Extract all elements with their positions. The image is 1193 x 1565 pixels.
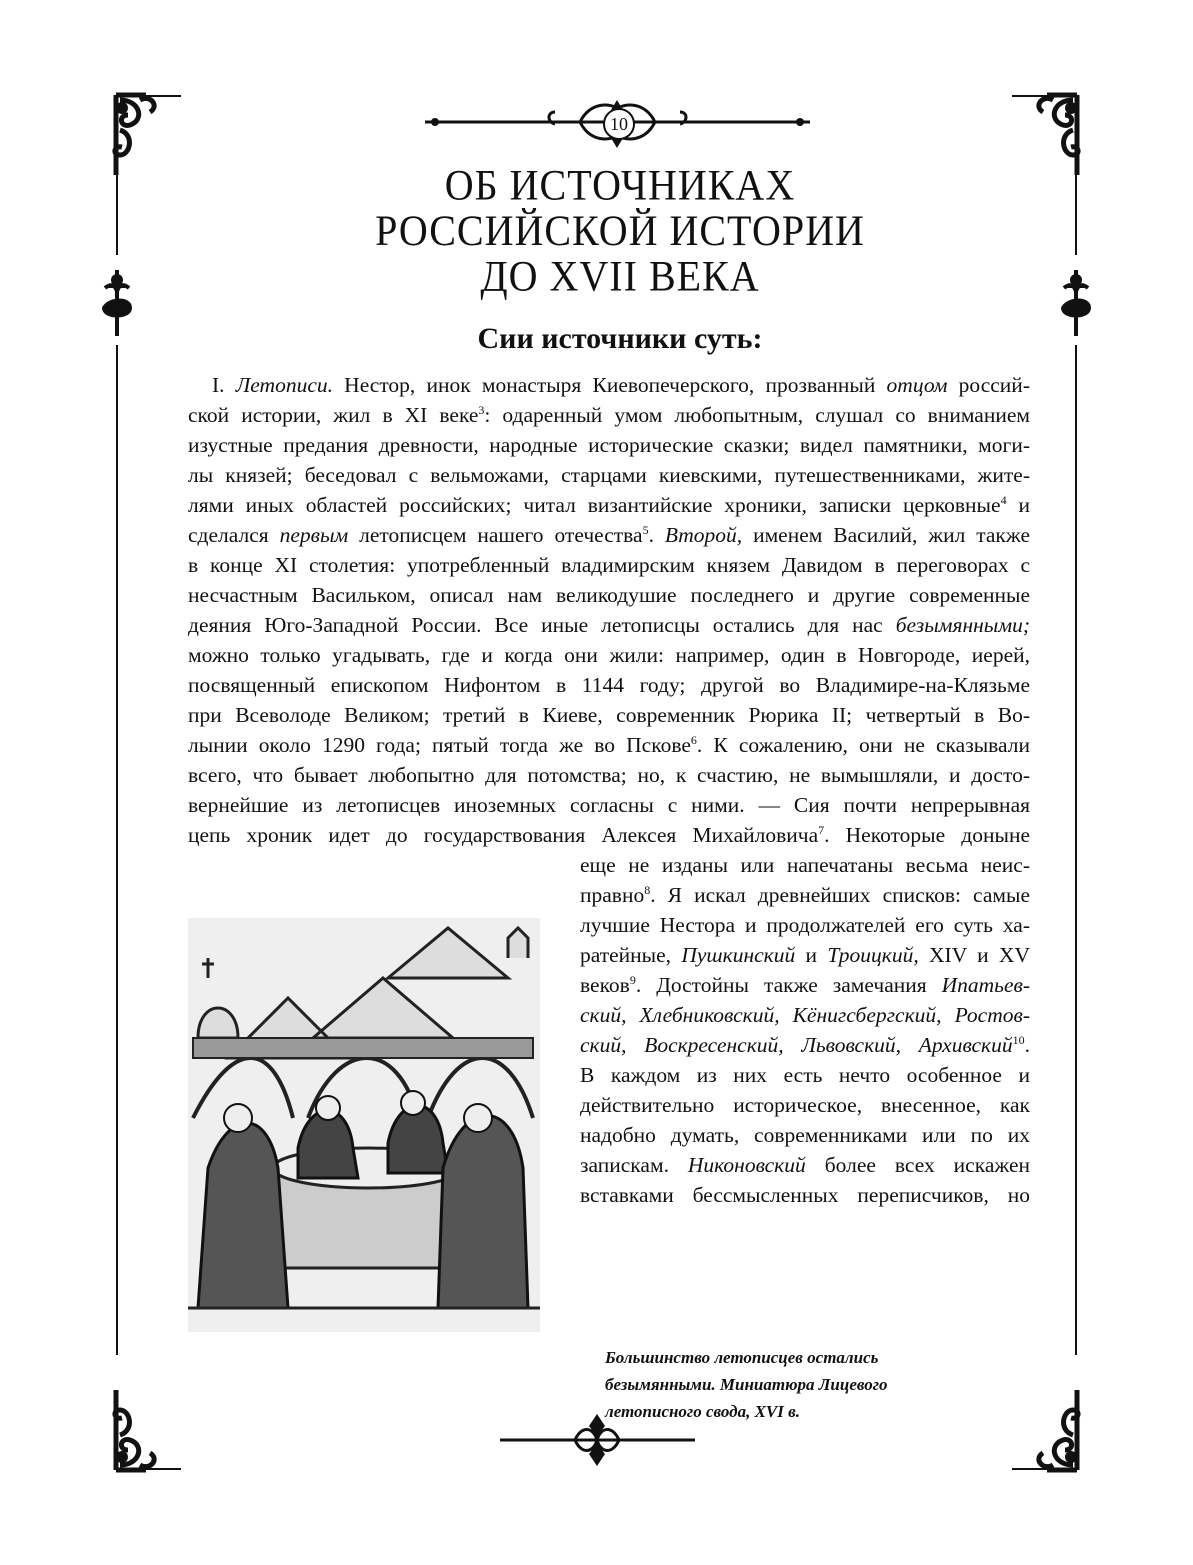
footnote-ref[interactable]: 9 [629, 972, 636, 987]
text-segment: именем Василий, жил также [742, 523, 1030, 547]
text-line [188, 640, 1030, 670]
text-segment: россий- [947, 373, 1030, 397]
text-segment: В каждом из них есть нечто особенное и [580, 1063, 1030, 1087]
text-segment: безымянными; [895, 613, 1030, 637]
text-segment: ской истории, жил в XI веке [188, 403, 479, 427]
text-segment: лы князей; беседовал с вельможами, старцами киевскими, путешественниками, жите- [188, 463, 1030, 487]
text-segment: вернейшие из летописцев иноземных согласны с ними. — Сия почти непрерывная [188, 793, 1030, 817]
text-line [188, 760, 1030, 790]
text-line [188, 520, 1030, 550]
text-segment: Никоновский [687, 1153, 806, 1177]
text-segment: . [1024, 1033, 1030, 1057]
text-segment: Троицкий, [827, 943, 919, 967]
text-segment: летописцем нашего отечества [348, 523, 643, 547]
text-line [188, 610, 1030, 640]
footnote-ref[interactable]: 6 [690, 732, 697, 747]
text-segment: вставками бессмысленных переписчиков, но [580, 1183, 1030, 1207]
text-line [188, 400, 1030, 430]
text-segment: I. [212, 373, 236, 397]
text-segment: и [1006, 493, 1030, 517]
text-line [580, 880, 1030, 910]
text-segment: в конце XI столетия: употребленный владимирским князем Давидом в переговорах с [188, 553, 1030, 577]
text-line [188, 430, 1030, 460]
text-segment: . К сожалению, они не сказывали [696, 733, 1030, 757]
text-segment: Пушкинский [681, 943, 796, 967]
text-segment: сделался [188, 523, 280, 547]
text-segment: лынии около 1290 года; пятый тогда же во Пскове [188, 733, 691, 757]
text-line [580, 940, 1030, 970]
caption-line: летописного свода, XVI в. [605, 1402, 800, 1421]
footnote-ref[interactable]: 8 [644, 882, 651, 897]
illustration-caption [605, 1344, 888, 1425]
text-line [580, 1000, 1030, 1030]
text-segment: . Некоторые доныне [824, 823, 1030, 847]
text-line [188, 580, 1030, 610]
text-segment: можно только угадывать, где и когда они жили: например, один в Новгороде, иерей, [188, 643, 1030, 667]
text-segment: запискам. [580, 1153, 688, 1177]
text-line [188, 820, 1030, 850]
border-right-lower [1075, 345, 1077, 1355]
text-segment: действительно историческое, внесенное, как [580, 1093, 1030, 1117]
footnote-ref[interactable]: 7 [818, 822, 825, 837]
text-segment: . Я искал древнейших списков: самые [650, 883, 1030, 907]
text-segment: и [795, 943, 828, 967]
text-line [188, 490, 1030, 520]
section-heading: Сии источники суть: [477, 322, 763, 355]
corner-ornament-icon [100, 90, 170, 180]
text-segment: всего, что бывает любопытно для потомства; но, к счастию, не вымышляли, и досто- [188, 763, 1030, 787]
text-line [580, 1120, 1030, 1150]
text-segment: изустные предания древности, народные исторические сказки; видел памятники, моги- [188, 433, 1030, 457]
text-segment: более всех искажен [805, 1153, 1030, 1177]
side-ornament-icon [100, 268, 134, 338]
corner-ornament-icon [1023, 1385, 1093, 1475]
chapter-title-line: ДО XVII ВЕКА [480, 251, 760, 301]
text-segment: Второй, [664, 523, 743, 547]
text-segment: лучшие Нестора и продолжателей его суть ха- [580, 913, 1030, 937]
caption-line: безымянными. Миниатюра Лицевого [605, 1375, 888, 1394]
text-line [580, 910, 1030, 940]
text-segment: лями иных областей российских; читал византийские хроники, записки церковные [188, 493, 1001, 517]
text-segment: Летописи. [235, 373, 333, 397]
chapter-title [200, 160, 1040, 301]
miniature-illustration [188, 918, 540, 1332]
border-left-lower [116, 345, 118, 1355]
text-line [580, 1030, 1030, 1060]
caption-line: Большинство летописцев остались [605, 1348, 879, 1367]
footnote-ref[interactable]: 3 [478, 402, 485, 417]
text-segment: правно [580, 883, 645, 907]
footnote-ref[interactable]: 10 [1012, 1032, 1025, 1047]
text-segment: Ипатьев- [941, 973, 1030, 997]
text-segment: XIV и XV [918, 943, 1030, 967]
footnote-ref[interactable]: 4 [1000, 492, 1007, 507]
text-segment: надобно думать, современниками или по их [580, 1123, 1030, 1147]
page-number: 10 [603, 108, 635, 140]
text-segment: ратейные, [580, 943, 682, 967]
text-segment: при Всеволоде Великом; третий в Киеве, современник Рюрика II; четвертый в Во- [188, 703, 1030, 727]
chapter-title-line: РОССИЙСКОЙ ИСТОРИИ [375, 206, 865, 255]
text-line [580, 1060, 1030, 1090]
text-line [580, 1150, 1030, 1180]
footnote-ref[interactable]: 5 [642, 522, 649, 537]
text-line [188, 730, 1030, 760]
text-segment: еще не изданы или напечатаны весьма неис- [580, 853, 1030, 877]
text-segment: веков [580, 973, 630, 997]
text-segment: . [648, 523, 665, 547]
text-segment: несчастным Васильком, описал нам великодушие последнего и другие современные [188, 583, 1030, 607]
text-segment: посвященный епископом Нифонтом в 1144 году; другой во Владимире-на-Клязьме [188, 673, 1030, 697]
text-line [188, 460, 1030, 490]
text-segment: деяния Юго-Западной России. Все иные летописцы остались для нас [188, 613, 896, 637]
text-line [212, 370, 1030, 400]
chapter-title-line: ОБ ИСТОЧНИКАХ [444, 160, 796, 210]
text-segment: : одаренный умом любопытным, слушал со вниманием [484, 403, 1030, 427]
text-line [188, 550, 1030, 580]
text-line [580, 850, 1030, 880]
text-segment: ский, Хлебниковский, Кёнигсбергский, Ростов- [580, 1003, 1030, 1027]
text-line [580, 970, 1030, 1000]
text-line [188, 670, 1030, 700]
text-segment: ский, Воскресенский, Львовский, Архивский [580, 1033, 1013, 1057]
text-segment: Нестор, инок монастыря Киевопечерского, прозванный [332, 373, 887, 397]
text-line [188, 700, 1030, 730]
corner-ornament-icon [100, 1385, 170, 1475]
text-segment: . Достойны также замечания [635, 973, 942, 997]
text-line [580, 1090, 1030, 1120]
text-segment: первым [279, 523, 349, 547]
text-line [188, 790, 1030, 820]
text-segment: отцом [886, 373, 948, 397]
text-line [580, 1180, 1030, 1210]
side-ornament-icon [1059, 268, 1093, 338]
text-segment: цепь хроник идет до государствования Алексея Михайловича [188, 823, 819, 847]
